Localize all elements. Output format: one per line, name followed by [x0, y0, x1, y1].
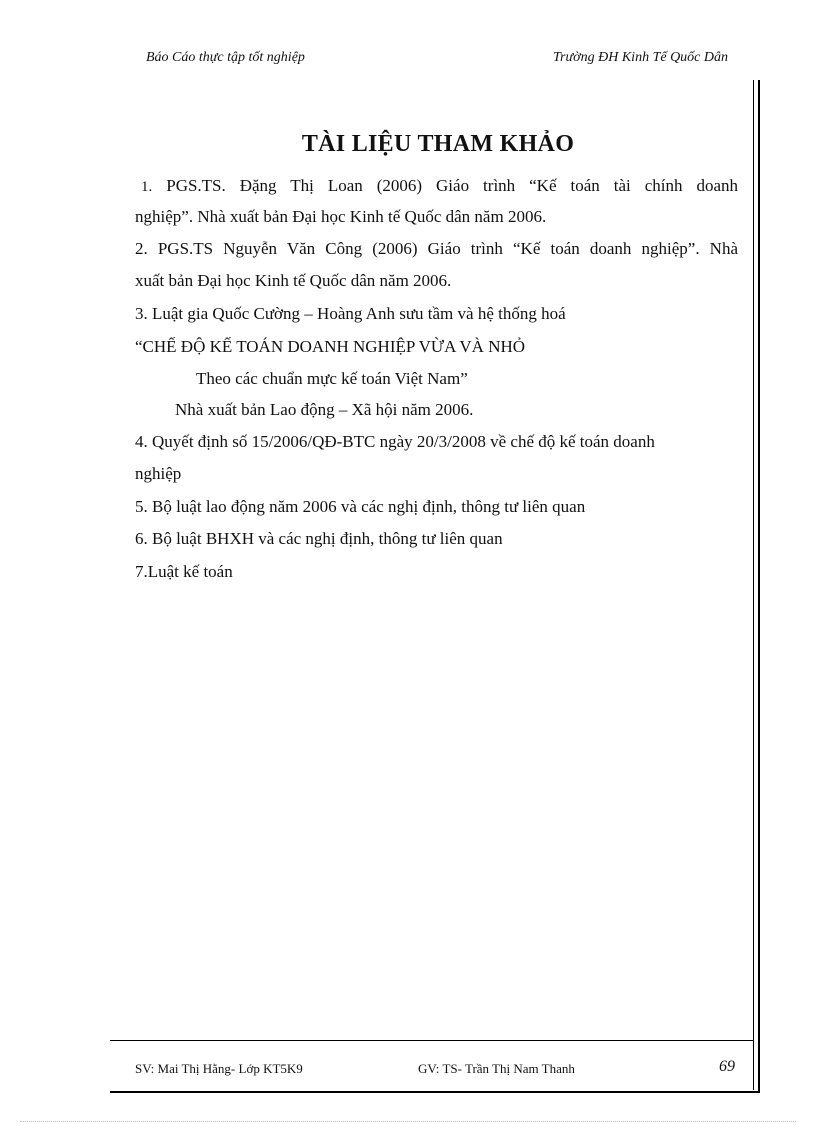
page-border-bottom — [110, 1040, 754, 1041]
page-number: 69 — [719, 1058, 735, 1075]
reference-1-number: 1. — [141, 179, 153, 195]
page-border-right-thick — [758, 80, 760, 1092]
header-university: Trường ĐH Kinh Tế Quốc Dân — [553, 50, 728, 65]
reference-1-line-1 — [135, 176, 738, 196]
reference-3-line-3: Theo các chuẩn mực kế toán Việt Nam” — [196, 369, 468, 388]
reference-1-line-2: nghiệp”. Nhà xuất bản Đại học Kinh tế Quốc dân năm 2006. — [135, 207, 547, 226]
reference-4-line-1: 4. Quyết định số 15/2006/QĐ-BTC ngày 20/3/2008 về chế độ kế toán doanh — [135, 432, 655, 451]
page-title: TÀI LIỆU THAM KHẢO — [301, 131, 575, 157]
reference-4-line-2: nghiệp — [135, 464, 182, 483]
reference-5: 5. Bộ luật lao động năm 2006 và các nghị định, thông tư liên quan — [135, 497, 586, 516]
reference-2-line-1: 2. PGS.TS Nguyễn Văn Công (2006) Giáo trình “Kế toán doanh nghiệp”. Nhà — [135, 239, 738, 258]
page-border-bottom-thick — [110, 1091, 760, 1093]
reference-1-text: PGS.TS. Đặng Thị Loan (2006) Giáo trình “Kế toán tài chính doanh — [166, 176, 738, 195]
page-edge-divider — [20, 1121, 796, 1122]
reference-7: 7.Luật kế toán — [135, 562, 233, 581]
page-header — [146, 50, 728, 70]
reference-6: 6. Bộ luật BHXH và các nghị định, thông tư liên quan — [135, 529, 503, 548]
footer-teacher: GV: TS- Trần Thị Nam Thanh — [418, 1061, 575, 1076]
reference-3-line-4: Nhà xuất bản Lao động – Xã hội năm 2006. — [175, 400, 474, 419]
page-border-right — [753, 80, 754, 1090]
footer-student: SV: Mai Thị Hằng- Lớp KT5K9 — [135, 1061, 303, 1076]
reference-3-line-2: “CHẾ ĐỘ KẾ TOÁN DOANH NGHIỆP VỪA VÀ NHỎ — [135, 337, 526, 356]
reference-3-line-1: 3. Luật gia Quốc Cường – Hoàng Anh sưu tầm và hệ thống hoá — [135, 304, 566, 323]
reference-2-line-2: xuất bản Đại học Kinh tế Quốc dân năm 2006. — [135, 271, 452, 290]
header-report-title: Báo Cáo thực tập tốt nghiệp — [146, 50, 305, 65]
